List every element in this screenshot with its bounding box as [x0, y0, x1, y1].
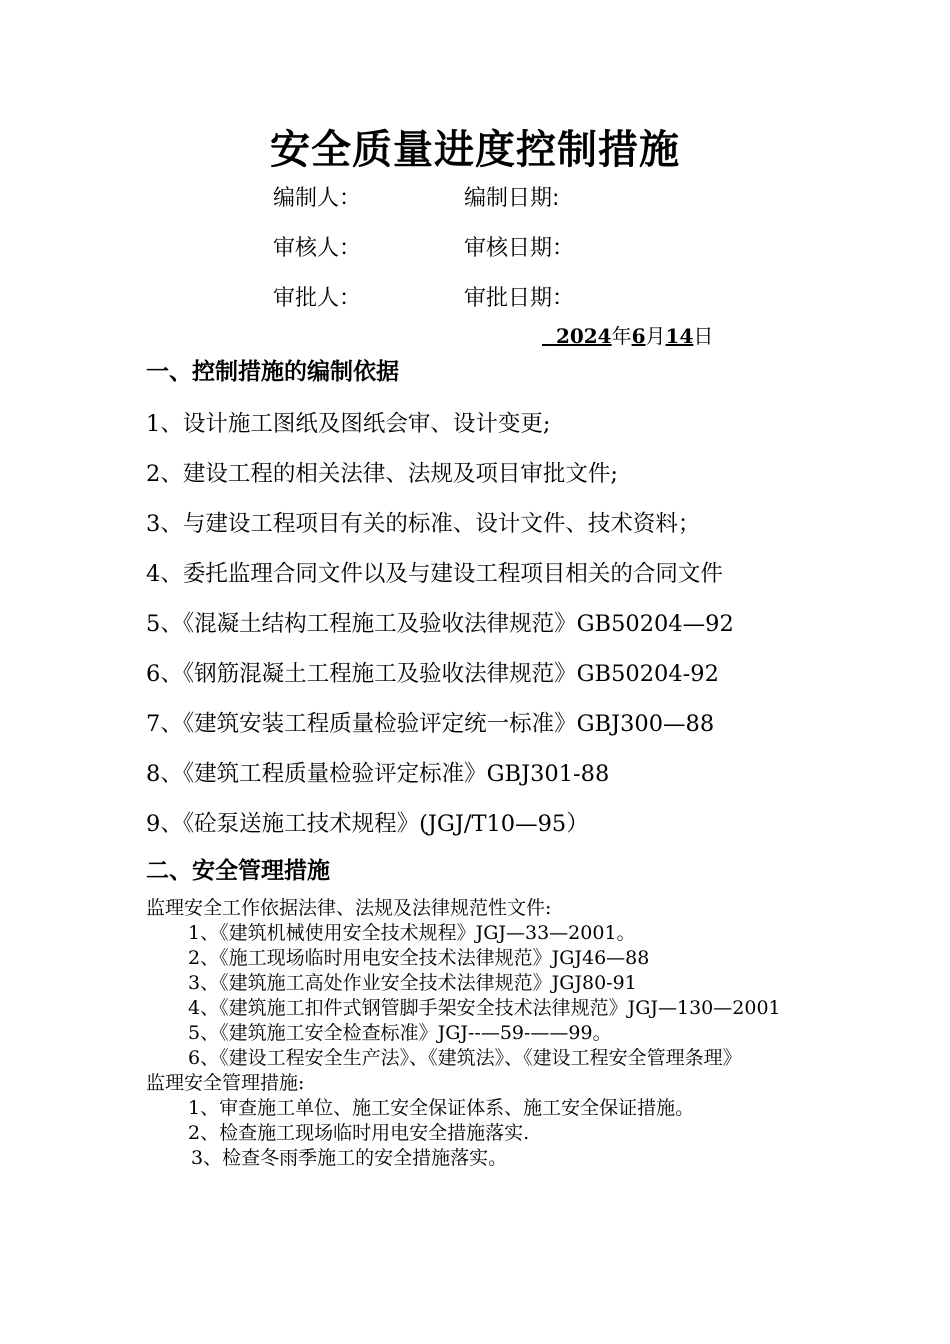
list-item: 7、《建筑安装工程质量检验评定统一标准》GBJ300—88 — [146, 711, 715, 737]
list-item: 3、《建筑施工高处作业安全技术法律规范》JGJ80-91 — [188, 972, 637, 994]
list-item: 2、检查施工现场临时用电安全措施落实. — [188, 1122, 530, 1144]
list-item: 6、《钢筋混凝土工程施工及验收法律规范》GB50204-92 — [146, 661, 719, 687]
reviewer-label: 审核人： — [273, 236, 362, 261]
date-month-suffix: 月 — [645, 324, 666, 348]
list-item: 1、《建筑机械使用安全技术规程》JGJ—33—2001。 — [188, 922, 636, 944]
list-item: 8、《建筑工程质量检验评定标准》GBJ301-88 — [146, 761, 610, 787]
date-year-suffix: 年 — [611, 324, 632, 348]
compilation-basis-list — [146, 404, 734, 854]
list-item: 3、检查冬雨季施工的安全措施落实。 — [191, 1147, 508, 1169]
approve-date-label: 审批日期： — [464, 286, 575, 311]
review-date-label: 审核日期： — [464, 236, 575, 261]
list-item: 5、《混凝土结构工程施工及验收法律规范》GB50204—92 — [146, 611, 734, 637]
approver-label: 审批人： — [273, 286, 362, 311]
list-item: 4、委托监理合同文件以及与建设工程项目相关的合同文件 — [146, 561, 723, 587]
list-item: 1、设计施工图纸及图纸会审、设计变更; — [146, 411, 551, 437]
date-day-suffix: 日 — [693, 324, 714, 348]
list-item: 1、审查施工单位、施工安全保证体系、施工安全保证措施。 — [188, 1097, 695, 1119]
list-item: 2、建设工程的相关法律、法规及项目审批文件; — [146, 461, 618, 487]
compiler-label: 编制人： — [273, 186, 362, 211]
list-item: 9、《砼泵送施工技术规程》(JGJ/T10—95） — [146, 811, 589, 837]
document-date — [542, 322, 713, 350]
measures-intro: 监理安全管理措施: — [146, 1072, 305, 1094]
date-year: 2024 — [555, 324, 612, 348]
list-item: 6、《建设工程安全生产法》、《建筑法》、《建设工程安全管理条理》 — [188, 1047, 742, 1069]
list-item: 2、《施工现场临时用电安全技术法律规范》JGJ46—88 — [188, 947, 650, 969]
compile-date-label: 编制日期: — [464, 186, 560, 211]
date-day: 14 — [665, 324, 694, 348]
safety-management-body — [146, 896, 816, 1171]
section2-heading: 二、安全管理措施 — [146, 858, 330, 884]
basis-intro: 监理安全工作依据法律、法规及法律规范性文件: — [146, 897, 552, 919]
list-item: 5、《建筑施工安全检查标准》JGJ--—59-——99。 — [188, 1022, 612, 1044]
list-item: 4、《建筑施工扣件式钢管脚手架安全技术法律规范》JGJ—130—2001 — [188, 997, 781, 1019]
date-month: 6 — [631, 324, 646, 348]
document-title: 安全质量进度控制措施 — [270, 127, 680, 173]
section1-heading: 一、控制措施的编制依据 — [146, 359, 399, 385]
list-item: 3、与建设工程项目有关的标准、设计文件、技术资料； — [146, 511, 701, 537]
